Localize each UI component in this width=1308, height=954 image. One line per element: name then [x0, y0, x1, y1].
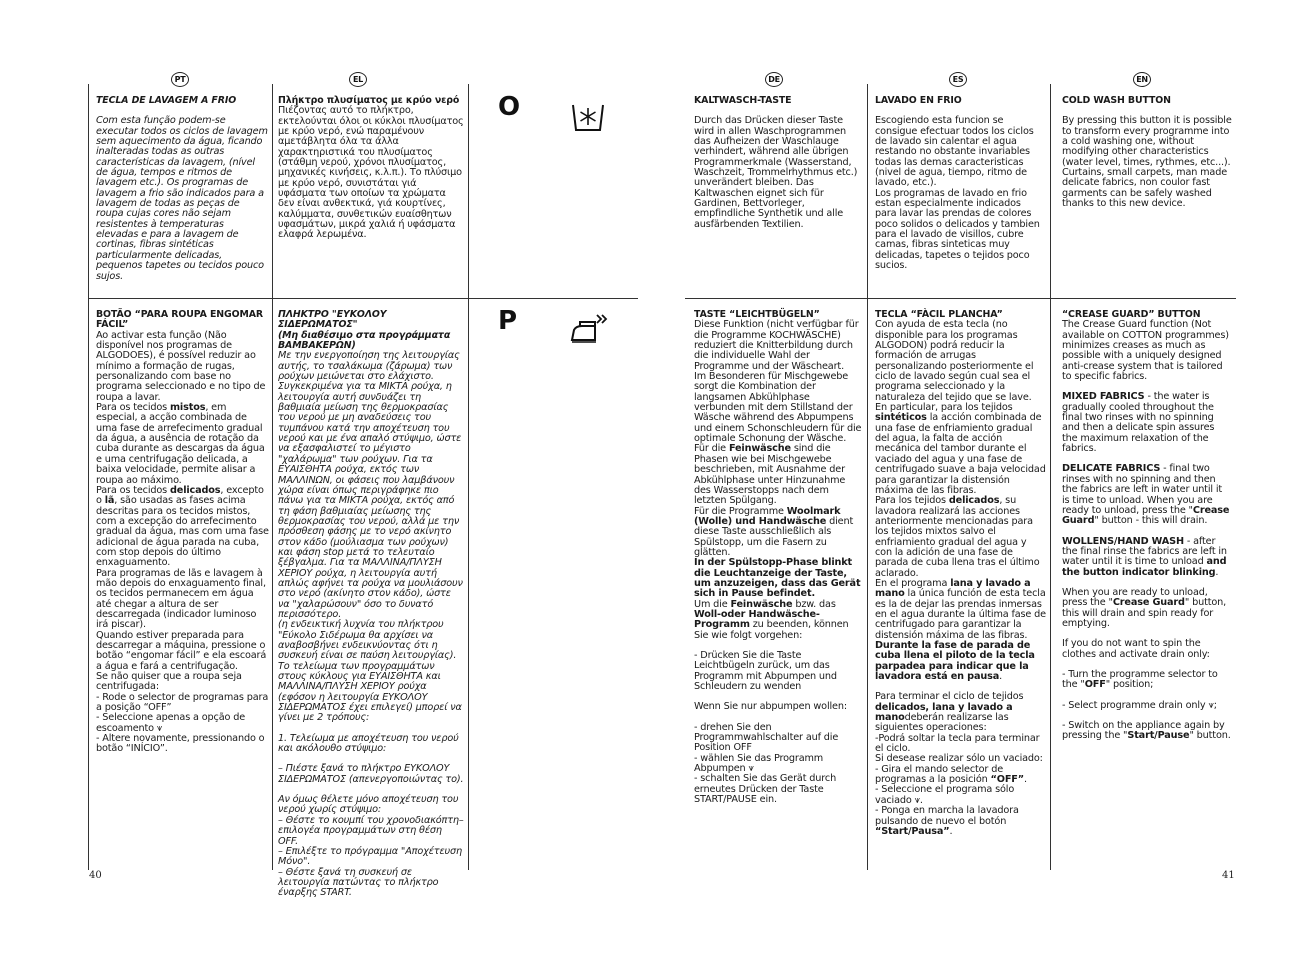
de-iron-section: [694, 310, 862, 865]
es-iron-title: TECLA “FÀCIL PLANCHA”: [875, 309, 1003, 320]
pt-iron-p5: Quando estiver preparada para descarregar a máquina, pressione o botão “engomar fácil” e ela escoará a água e fará a centrifugação.: [96, 629, 267, 672]
es-iron-p3: Para los tejidos delicados, su lavadora realizará las acciones anteriormente mencionadas para los tejidos mixtos salvo el enfriamiento gradual del agua y con la adición de una fase de parada de cuba llena tras el último aclarado.: [875, 495, 1040, 579]
es-iron-p6: -Podrá soltar la tecla para terminar el ciclo.: [875, 732, 1040, 755]
lang-badge-en: EN: [1133, 72, 1151, 87]
en-cold-p2: Curtains, small carpets, man made delicate fabrics, non coulor fast garments can be safely washed thanks to this new device.: [1062, 167, 1228, 210]
de-iron-p10: - wählen Sie das Programm Abpumpen ⩛: [694, 752, 824, 775]
en-iron-section: [1062, 310, 1232, 865]
en-iron-p4: WOLLENS/HAND WASH - after the final rinse the fabrics are left in water until it is time to unload and the button indicator blinking.: [1062, 535, 1227, 578]
el-iron-p2: (η ενδεικτική λυχνία του πλήκτρου "Εύκολο Σιδέρωμα θα αρχίσει να αναβοσβήνει ενδεικνύοντας ότι η συσκευή είναι σε παύση λειτουργίας). Το τελείωμα των προγραμμάτων στους κύκλους για ΕΥΑΙΣΘΗΤΑ και ΜΑΛΛΙΝΑ/ΠΛΥΣΗ ΧΕΡΙΟΥ ρούχα (εφόσον η λειτουργία ΕΥΚΟΛΟΥ ΣΙΔΕΡΩΜΑΤΟΣ έχει επιλεγεί) μπορεί να γίνει με 2 τρόπους:: [278, 619, 462, 724]
rule-es-en: [1050, 84, 1051, 870]
pt-cold-body: Com esta função podem-se executar todos os ciclos de lavagem sem aquecimento da água, ficando inalteradas todas as outras características da lavagem, (nível de água, tempos e ritmos de lavagem etc.). Os programas de lavagem a frio são indicados para a lavagem de todas as peças de roupa cujas cores não sejam resistentes à temperaturas elevadas e para a lavagem de cortinas, fibras sintéticas particularmente delicadas, pequenos tapetes ou tecidos pouco sujos.: [96, 115, 268, 282]
snowflake-tub-icon: [571, 103, 605, 133]
el-iron-p5: Αν όμως θέλετε μόνο αποχέτευση του νερού χωρίς στύψιμο:: [278, 794, 459, 816]
lang-badge-el: EL: [349, 72, 367, 87]
pt-iron-section: [96, 310, 269, 865]
el-iron-p7: – Επιλέξτε το πρόγραμμα "Αποχέτευση Μόνο".: [278, 845, 462, 868]
pt-iron-p4: Para programas de lãs e lavagem à mão depois do enxaguamento final, os tecidos permanecem em água até chegar a altura de ser descarregada (indicador luminoso irá piscar).: [96, 567, 266, 631]
de-iron-p9: - drehen Sie den Programmwahlschalter auf die Position OFF: [694, 721, 839, 754]
pt-iron-p8: - Seleccione apenas a opção de escoamento ⩛: [96, 712, 246, 734]
de-iron-p1: Diese Funktion (nicht verfügbar für die Programme KOCHWÄSCHE) reduziert die Knitterbildung durch die individuelle Wahl der Programme und der Wäscheart.: [694, 319, 859, 372]
drain-icon: ⩛: [748, 763, 754, 775]
letter-o: O: [498, 92, 521, 122]
pt-iron-p7: - Rode o selector de programas para a posição “OFF”: [96, 691, 269, 714]
es-iron-p8: - Gira el mando selector de programas a la posición “OFF”.: [875, 763, 1027, 786]
pt-iron-title: BOTÃO “PARA ROUPA ENGOMAR FÁCIL”: [96, 309, 263, 331]
el-cold-title: Πλήκτρο πλυσίματος με κρύο νερό: [278, 95, 460, 106]
es-iron-p9: - Seleccione el programa sólo vaciado ⩛.: [875, 784, 1015, 806]
lang-badge-de: DE: [765, 72, 783, 87]
de-cold-body: Durch das Drücken dieser Taste wird in allen Waschprogrammen das Aufheizen der Waschlauge verhindert, während alle übrigen Programmerkmale (Wasserstand, Waschzeit, Trommelrhythmus etc.) unverändert bleiben. Das Kaltwaschen eignet sich für Gardinen, Bettvorleger, empfindliche Synthetik und alle ausfärbenden Textilien.: [694, 115, 858, 230]
pt-iron-p1: Ao activar esta função (Não disponível nos programas de ALGODOES), é possível reduzir ao mínimo a formação de rugas, personalizando com base no programa seleccionado e no tipo de roupa a lavar.: [96, 329, 266, 403]
row-separator-left: [88, 298, 638, 299]
de-iron-title: TASTE “LEICHTBÜGELN”: [694, 309, 820, 320]
en-iron-p6: If you do not want to spin the clothes and activate drain only:: [1062, 638, 1210, 660]
el-iron-p4: – Πιέστε ξανά το πλήκτρο ΕΥΚΟΛΟΥ ΣΙΔΕΡΩΜΑΤΟΣ (απενεργοποιώντας το).: [278, 763, 464, 785]
drain-icon: ⩛: [156, 722, 163, 734]
pt-iron-p9: - Altere novamente, pressionando o botão “INÍCIO”.: [96, 733, 265, 755]
de-iron-p8: Wenn Sie nur abpumpen wollen:: [694, 701, 847, 713]
page-number-right: 41: [1222, 870, 1235, 881]
el-iron-p8: – Θέστε ξανά τη συσκευή σε λειτουργία πατώντας το πλήκτρο έναρξης START.: [278, 866, 439, 899]
es-cold-p1: Escogiendo esta funcion se consigue efectuar todos los ciclos de lavado sin calentar el agua restando no obstante invariables todas las demas caracteristicas (nivel de agua, tiempo, ritmo de lavado, etc.).: [875, 115, 1034, 189]
drain-icon: ⩛: [1208, 699, 1214, 711]
el-iron-p3: 1. Τελείωμα με αποχέτευση του νερού και ακόλουθο στύψιμο:: [278, 732, 459, 755]
de-iron-p6: Um die Feinwäsche bzw. das Woll-oder Handwäsche-Programm zu beenden, können Sie wie folgt vorgehen:: [694, 598, 849, 641]
el-iron-p6: – Θέστε το κουμπί του χρονοδιακόπτη– επιλογέα προγραμμάτων στη θέση OFF.: [278, 814, 464, 847]
rule-el-symbol: [468, 84, 469, 870]
drain-icon: ⩛: [914, 794, 920, 806]
en-iron-p9: - Switch on the appliance again by pressing the "Start/Pause" button.: [1062, 720, 1231, 742]
es-cold-title: LAVADO EN FRIO: [875, 95, 962, 106]
letter-p: P: [498, 306, 518, 336]
en-cold-title: COLD WASH BUTTON: [1062, 95, 1171, 106]
en-cold-wash-section: [1062, 96, 1232, 292]
en-iron-p7: - Turn the programme selector to the "OFF" position;: [1062, 668, 1218, 691]
en-iron-p3: DELICATE FABRICS - final two rinses with no spinning and then the fabrics are left in water until it is time to unload. When you are ready to unload, press the "Crease Guard" button - this will drain.: [1062, 463, 1230, 527]
rule-left-outer: [88, 84, 89, 870]
pt-cold-title: TECLA DE LAVAGEM A FRIO: [96, 95, 237, 106]
de-cold-wash-section: [694, 96, 862, 292]
en-iron-p1: The Crease Guard function (Not available on COTTON programmes) minimizes creases as much as possible with a uniquely designed anti-crease system that is tailored to specific fabrics.: [1062, 319, 1229, 383]
lang-badge-es: ES: [949, 72, 967, 87]
de-iron-p3: Für die Feinwäsche sind die Phasen wie bei Mischgewebe beschrieben, mit Ausnahme der Abkühlphase unter Hinzunahme des Wasserstopps nach dem letzten Spülgang.: [694, 443, 846, 507]
de-iron-p5: In der Spülstopp-Phase blinkt die Leuchtanzeige der Taste, um anzuzeigen, dass das Gerät sich in Pause befindet.: [694, 557, 861, 600]
en-cold-p1: By pressing this button it is possible to transform every programme into a cold washing one, without modifying other characteristics (water level, times, rythmes, etc...).: [1062, 115, 1232, 168]
de-cold-title: KALTWASCH-TASTE: [694, 95, 792, 106]
en-iron-p5: When you are ready to unload, press the "Crease Guard" button, this will drain and spin ready for emptying.: [1062, 586, 1227, 629]
en-iron-title: “CREASE GUARD” BUTTON: [1062, 309, 1201, 320]
de-iron-p11: - schalten Sie das Gerät durch erneutes Drücken der Taste START/PAUSE ein.: [694, 773, 837, 806]
de-iron-p7: - Drücken Sie die Taste Leichtbügeln zurück, um das Programm mit Abpumpen und Schleudern zu wenden: [694, 650, 837, 693]
es-cold-wash-section: [875, 96, 1045, 292]
es-cold-p2: Los programas de lavado en frio estan especialmente indicados para lavar las prendas de colores poco solidos o delicados y tambien para el lavado de visillos, cubre camas, fibras sinteticas muy delicadas, tapetes o tejidos poco sucios.: [875, 187, 1040, 272]
rule-pt-el: [272, 84, 273, 870]
el-iron-section: [278, 309, 464, 899]
pt-iron-p6: Se não quiser que a roupa seja centrifugada:: [96, 671, 242, 693]
iron-icon: [570, 312, 610, 344]
en-iron-p2: MIXED FABRICS - the water is gradually cooled throughout the final two rinses with no spinning and then a delicate spin assures the maximum relaxation of the fabrics.: [1062, 391, 1215, 455]
lang-badge-pt: PT: [171, 72, 189, 87]
en-iron-p8: - Select programme drain only ⩛;: [1062, 699, 1217, 711]
de-iron-p4: Für die Programme Woolmark (Wolle) und Handwäsche dient diese Taste ausschließlich als Spülstopp, um die Fasern zu glätten.: [694, 505, 854, 558]
es-iron-p5: Para terminar el ciclo de tejidos delicados, lana y lavado a manodeberán realizarse las siguientes operaciones:: [875, 691, 1024, 734]
el-iron-p1: Με την ενεργοποίηση της λειτουργίας αυτής, το τσαλάκωμα (ζάρωμα) των ρούχων μειώνεται στο ελάχιστο. Συγκεκριμένα για τα ΜΙΚΤΑ ρούχα, η λειτουργία αυτή συνδυάζει τη βαθμιαία μείωση της θερμοκρασίας του νερού με μη αναδεύσεις του τυμπάνου κατά την αποχέτευση του νερού και με ένα απαλό στύψιμο, ώστε να εξασφαλιστεί το μέγιστο "χαλάρωμα" των ρούχων. Για τα ΕΥΑΙΣΘΗΤΑ ρούχα, εκτός των ΜΑΛΛΙΝΩΝ, οι φάσεις που λαμβάνουν χώρα είναι όπως περιγράφηκε πιο πάνω για τα ΜΙΚΤΑ ρούχα, εκτός από τη φάση βαθμιαίας μείωσης της θερμοκρασίας του νερού, αλλά με την πρόσθεση φάσης με το νερό ακίνητο στον κάδο (μούλιασμα των ρούχων) και φάση stop μετά το τελευταίο ξέβγαλμα. Για τα ΜΑΛΛΙΝΑ/ΠΛΥΣΗ ΧΕΡΙΟΥ ρούχα, η λειτουργία αυτή απλώς αφήνει τα ρούχα να μουλιάσουν στο νερό (ακίνητο στον κάδο), ώστε να "χαλαρώσουν" όσο το δυνατό περισσότερο.: [278, 350, 463, 620]
pt-cold-wash-section: [96, 96, 268, 292]
es-iron-p1: Con ayuda de esta tecla (no disponible para los programas ALGODON) podrá reducir la formación de arrugas personalizando posteriormente el ciclo de lavado según cual sea el programa seleccionado y la naturaleza del tejido que se lave.: [875, 319, 1034, 403]
page-number-left: 40: [89, 870, 102, 881]
el-cold-body: Πιέζοντας αυτό το πλήκτρο, εκτελούνται όλοι οι κύκλοι πλυσίματος με κρύο νερό, ενώ παραμένουν αμετάβλητα όλα τα άλλα χαρακτηριστικά του πλυσίματος (στάθμη νερού, χρόνοι πλυσίματος, μηχανικές κινήσεις, κ.λ.π.). Το πλύσιμο με κρύο νερό, συνιστάται γιά υφάσματα των οποίων τα χρώματα δεν είναι ανθεκτικά, γιά κουρτίνες, καλύμματα, συνθετικών ευαίσθητων υφασμάτων, μικρά χαλιά ή υφάσματα ελαφρά λερωμένα.: [278, 105, 464, 241]
es-iron-section: [875, 310, 1046, 868]
es-iron-p4: En el programa lana y lavado a mano la única función de esta tecla es la de dejar las prendas inmersas en el agua durante la última fase de centrifugado para garantizar la distensión máxima de las fibras. Durante la fase de parada de cuba llena el piloto de la tecla parpadea para indicar que la lavadora está en pausa.: [875, 577, 1046, 683]
row-separator-right: [685, 298, 1236, 299]
es-iron-p2: En particular, para los tejidos sintéticos la acción combinada de una fase de enfriamiento gradual del agua, la falta de acción mecánica del tambor durante el vaciado del agua y una fase de centrifugado suave a baja velocidad para garantizar la distensión máxima de las fibras.: [875, 402, 1046, 496]
el-iron-title: ΠΛΗΚΤΡΟ "ΕΥΚΟΛΟΥ ΣΙΔΕΡΩΜΑΤΟΣ": [278, 309, 387, 331]
el-cold-wash-section: [278, 96, 464, 292]
de-iron-p2: Im Besonderen für Mischgewebe sorgt die Kombination der langsamen Abkühlphase verbunden mit dem Stillstand der Wäsche während des Abpumpens und einem Schonschleudern für die optimale Schonung der Wäsche.: [694, 371, 862, 445]
el-iron-subtitle: (Μη διαθέσιμο στα προγράμματα ΒΑΜΒΑΚΕΡΩΝ): [278, 329, 451, 352]
es-iron-p10: - Ponga en marcha la lavadora pulsando de nuevo el botón “Start/Pausa”.: [875, 805, 1019, 837]
pt-iron-p3: Para os tecidos delicados, excepto o lã, são usadas as fases acima descritas para os tecidos mistos, com a excepção do arrefecimento gradual da água, mas com uma fase adicional de água parada na cuba, com stop depois do último enxaguamento.: [96, 484, 269, 569]
pt-iron-p2: Para os tecidos mistos, em especial, a acção combinada de uma fase de arrefecimento gradual da água, a ausência de rotação da cuba durante as descargas da água e uma centrifugação delicada, a baixa velocidade, permite alisar a roupa ao máximo.: [96, 402, 265, 486]
rule-de-es: [867, 84, 868, 870]
es-iron-p7: Si desease realizar sólo un vaciado:: [875, 753, 1043, 765]
